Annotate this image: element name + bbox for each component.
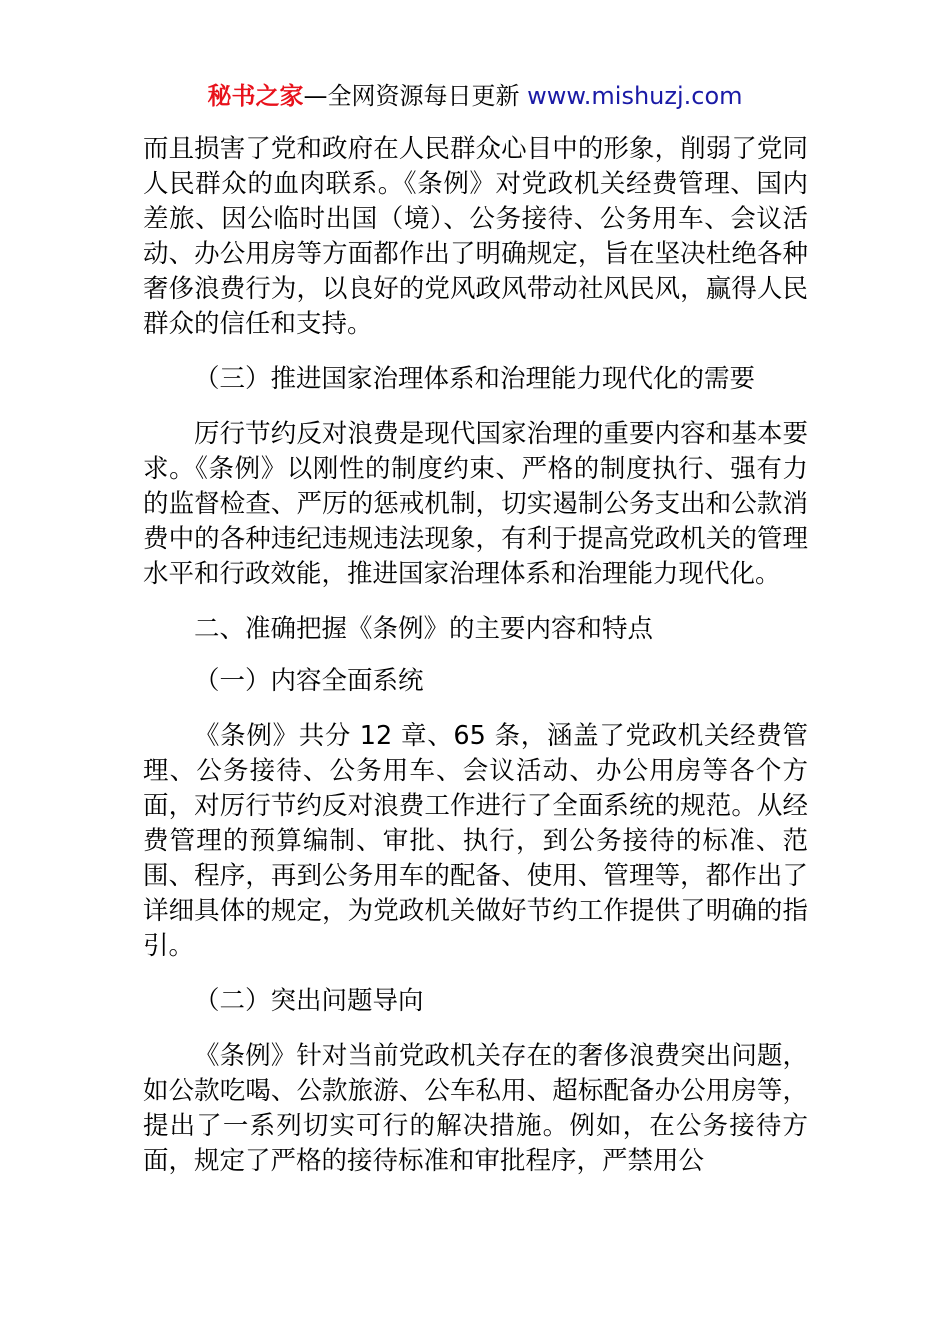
- body-paragraph-3: 《条例》共分 12 章、65 条，涵盖了党政机关经费管理、公务接待、公务用车、会议活动、办公用房等各个方面，对厉行节约反对浪费工作进行了全面系统的规范。从经费管理的预算编制、审批、执行，到公务接待的标准、范围、程序，再到公务用车的配备、使用、管理等，都作出了详细具体的规定，为党政机关做好节约工作提供了明确的指引。: [143, 721, 808, 961]
- body-paragraph-2: 厉行节约反对浪费是现代国家治理的重要内容和基本要求。《条例》以刚性的制度约束、严格的制度执行、强有力的监督检查、严厉的惩戒机制，切实遏制公务支出和公款消费中的各种违纪违规违法现象，有利于提高党政机关的管理水平和行政效能，推进国家治理体系和治理能力现代化。: [143, 419, 808, 589]
- body-paragraph-4: 《条例》针对当前党政机关存在的奢侈浪费突出问题，如公款吃喝、公款旅游、公车私用、超标配备办公用房等，提出了一系列切实可行的解决措施。例如，在公务接待方面，规定了严格的接待标准和审批程序，严禁用公: [143, 1041, 808, 1176]
- section-heading-3: （三）推进国家治理体系和治理能力现代化的需要: [194, 364, 756, 394]
- section-heading-1: （一）内容全面系统: [194, 666, 424, 696]
- section-heading-2: （二）突出问题导向: [194, 986, 424, 1016]
- page-header: [0, 80, 950, 112]
- body-paragraph-1: 而且损害了党和政府在人民群众心目中的形象，削弱了党同人民群众的血肉联系。《条例》对党政机关经费管理、国内差旅、因公临时出国（境）、公务接待、公务用车、会议活动、办公用房等方面都作出了明确规定，旨在坚决杜绝各种奢侈浪费行为，以良好的党风政风带动社风民风，赢得人民群众的信任和支持。: [143, 134, 808, 339]
- document-body: [143, 132, 808, 1179]
- header-tagline: —全网资源每日更新: [303, 82, 528, 110]
- chapter-heading-2: 二、准确把握《条例》的主要内容和特点: [194, 614, 654, 644]
- brand-name: 秘书之家: [207, 82, 304, 110]
- site-url-link[interactable]: www.mishuzj.com: [527, 82, 743, 110]
